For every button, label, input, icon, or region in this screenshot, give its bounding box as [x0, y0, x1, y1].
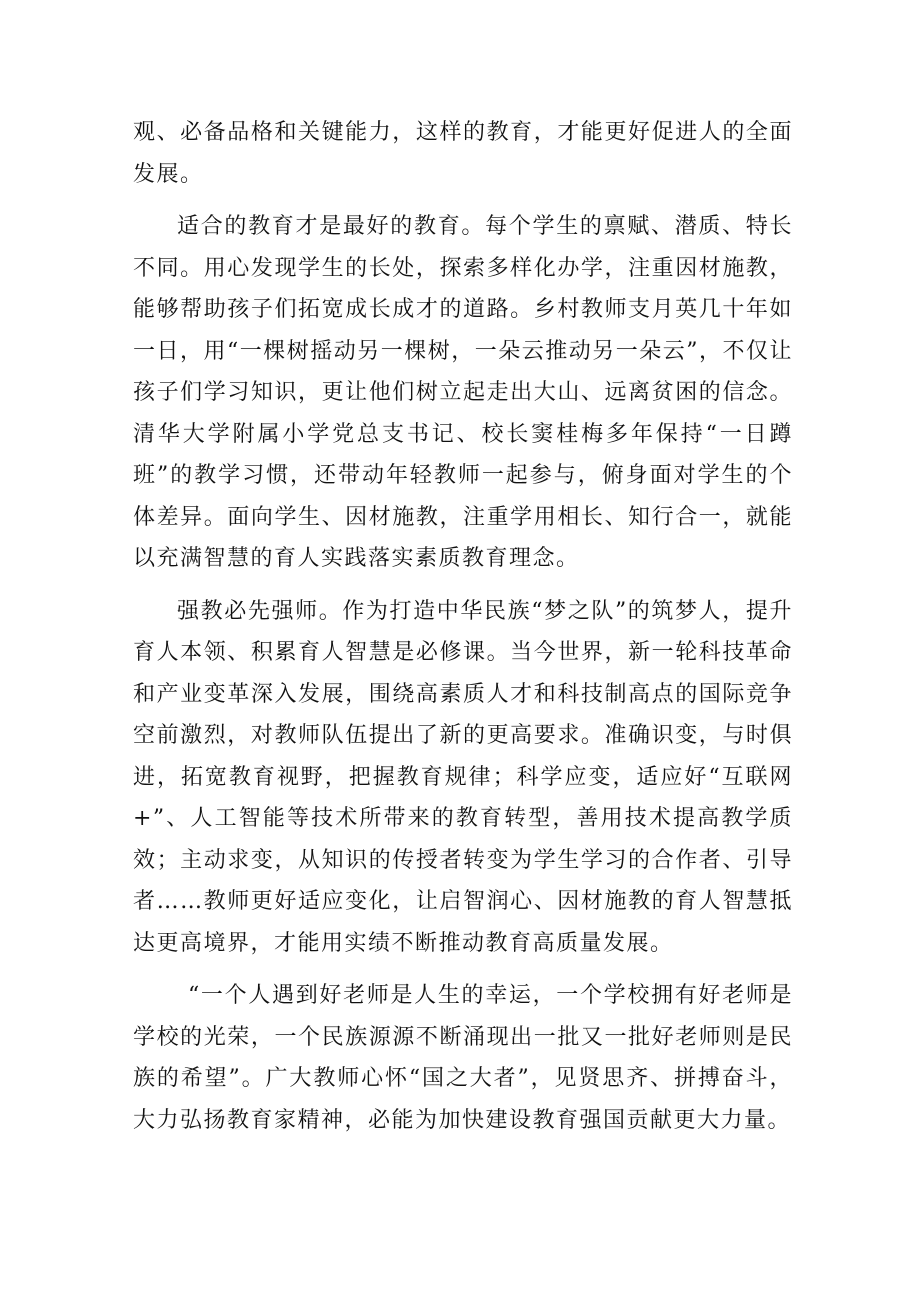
paragraph-1: 观、必备品格和关键能力，这样的教育，才能更好促进人的全面发展。: [133, 120, 793, 187]
paragraph-2: 适合的教育才是最好的教育。每个学生的禀赋、潜质、特长不同。用心发现学生的长处，探索多样化办学，注重因材施教，能够帮助孩子们拓宽成长成才的道路。乡村教师支月英几十年如一日，用“一棵树摇动另一棵树，一朵云推动另一朵云”，不仅让孩子们学习知识，更让他们树立起走出大山、远离贫困的信念。清华大学附属小学党总支书记、校长窦桂梅多年保持“一日蹲班”的教学习惯，还带动年轻教师一起参与，俯身面对学生的个体差异。面向学生、因材施教，注重学用相长、知行合一，就能以充满智慧的育人实践落实素质教育理念。: [133, 214, 793, 571]
paragraph-3: 强教必先强师。作为打造中华民族“梦之队”的筑梦人，提升育人本领、积累育人智慧是必修课。当今世界，新一轮科技革命和产业变革深入发展，围绕高素质人才和科技制高点的国际竞争空前激烈，对教师队伍提出了新的更高要求。准确识变，与时俱进，拓宽教育视野，把握教育规律；科学应变，适应好“互联网+”、人工智能等技术所带来的教育转型，善用技术提高教学质效；主动求变，从知识的传授者转变为学生学习的合作者、引导者……教师更好适应变化，让启智润心、因材施教的育人智慧抵达更高境界，才能用实绩不断推动教育高质量发展。: [133, 598, 793, 956]
document-body: [133, 112, 793, 1141]
paragraph-4: “一个人遇到好老师是人生的幸运，一个学校拥有好老师是学校的光荣，一个民族源源不断涌现出一批又一批好老师则是民族的希望”。广大教师心怀“国之大者”，见贤思齐、拼搏奋斗，大力弘扬教育家精神，必能为加快建设教育强国贡献更大力量。: [133, 983, 793, 1133]
